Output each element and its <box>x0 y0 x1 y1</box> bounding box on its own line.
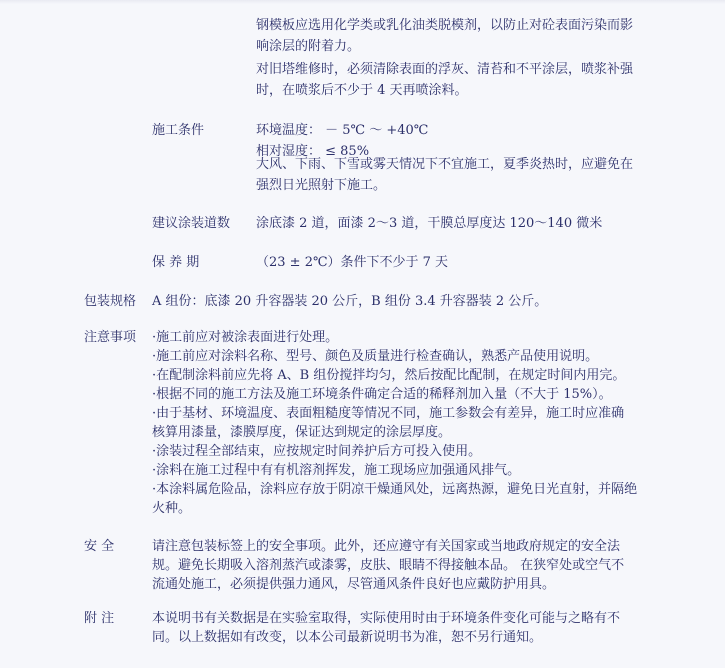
intro-line-1: 钢模板应选用化学类或乳化油类脱模剂，以防止对砼表面污染而影 <box>256 18 634 33</box>
packaging-label: 包装规格 <box>84 294 137 309</box>
notes-item-5: ·由于基材、环境温度、表面粗糙度等情况不同，施工参数会有差异，施工时应准确 <box>152 406 625 421</box>
coating-passes-label: 建议涂装道数 <box>152 216 231 231</box>
safety-line-1: 请注意包装标签上的安全事项。此外，还应遵守有关国家或当地政府规定的安全法 <box>152 539 621 554</box>
notes-item-1: ·施工前应对被涂表面进行处理。 <box>152 330 339 345</box>
remarks-line-2: 同。以上数据如有改变，以本公司最新说明书为准，恕不另行通知。 <box>152 630 543 645</box>
construction-weather-2: 强烈日光照射下施工。 <box>256 178 387 193</box>
notes-item-7: ·涂料在施工过程中有有机溶剂挥发，施工现场应加强通风排气。 <box>152 463 521 478</box>
notes-item-3: ·在配制涂料前应先将 A、B 组份搅拌均匀，然后按配比配制，在规定时间内用完。 <box>152 368 626 383</box>
safety-label: 安 全 <box>84 539 115 554</box>
intro-line-2: 响涂层的附着力。 <box>256 39 361 54</box>
packaging-text: A 组份：底漆 20 升容器装 20 公斤，B 组份 3.4 升容器装 2 公斤。 <box>152 294 548 309</box>
safety-line-3: 流通处施工，必须提供强力通风，尽管通风条件良好也应戴防护用具。 <box>152 577 556 592</box>
coating-passes-text: 涂底漆 2 道，面漆 2～3 道，干膜总厚度达 120～140 微米 <box>256 216 603 231</box>
notes-item-5-cont: 核算用漆量，漆膜厚度，保证达到规定的涂层厚度。 <box>152 425 452 440</box>
notes-label: 注意事项 <box>84 330 137 345</box>
page-edge-shadow <box>0 0 725 4</box>
intro-line-4: 时，在喷浆后不少于 4 天再喷涂料。 <box>256 83 468 98</box>
notes-item-6: ·涂装过程全部结束，应按规定时间养护后方可投入使用。 <box>152 444 482 459</box>
construction-weather-1: 大风、下雨、下雪或雾天情况下不宜施工，夏季炎热时，应避免在 <box>256 157 634 172</box>
shelf-life-text: （23 ± 2℃）条件下不少于 7 天 <box>256 255 449 270</box>
notes-item-4: ·根据不同的施工方法及施工环境条件确定合适的稀释剂加入量（不大于 15%）。 <box>152 387 612 402</box>
intro-line-3: 对旧塔维修时，必须清除表面的浮灰、清苔和不平涂层，喷浆补强 <box>256 62 634 77</box>
remarks-label: 附 注 <box>84 611 115 626</box>
shelf-life-label: 保 养 期 <box>152 255 200 270</box>
notes-item-8: ·本涂料属危险品，涂料应存放于阴凉干燥通风处，远离热源，避免日光直射，并隔绝 <box>152 482 638 497</box>
construction-humidity: 相对湿度： ≤ 85% <box>256 144 370 159</box>
remarks-line-1: 本说明书有关数据是在实验室取得，实际使用时由于环境条件变化可能与之略有不 <box>152 611 621 626</box>
notes-item-2: ·施工前应对涂料名称、型号、颜色及质量进行检查确认，熟悉产品使用说明。 <box>152 349 599 364</box>
construction-temp: 环境温度： － 5℃ ～ +40℃ <box>256 123 429 138</box>
notes-item-8-cont: 火种。 <box>152 501 192 516</box>
construction-conditions-label: 施工条件 <box>152 123 205 138</box>
safety-line-2: 规。避免长期吸入溶剂蒸汽或漆雾，皮肤、眼睛不得接触本品。 在狭窄处或空气不 <box>152 558 625 573</box>
